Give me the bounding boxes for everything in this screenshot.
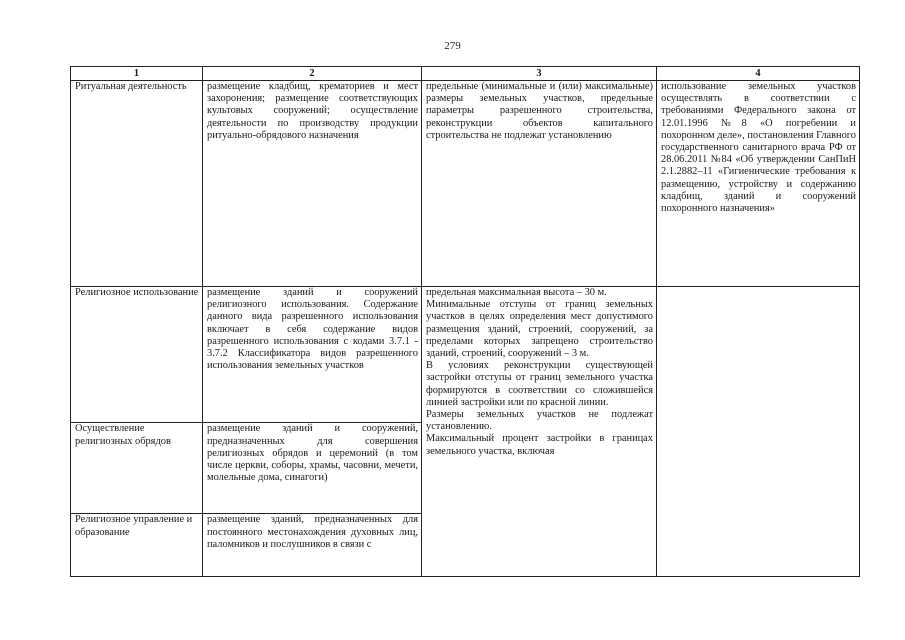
table-row: [71, 81, 860, 287]
parameters-paragraph: предельная максимальная высота – 30 м.: [426, 287, 607, 298]
page-number: 279: [444, 40, 461, 52]
use-description-cell: размещение кладбищ, крематориев и мест захоронения; размещение соответствующих культовых сооружений; осуществление деятельности по производству продукции ритуально-обрядового назначения: [203, 81, 422, 287]
empty-restrictions-cell: [657, 287, 860, 577]
header-col-2: 2: [203, 67, 422, 81]
use-type-cell: Религиозное использование: [71, 287, 203, 423]
table-row: [71, 287, 860, 423]
use-type-cell: Осуществление религиозных обрядов: [71, 423, 203, 514]
use-description-cell: [203, 514, 422, 577]
parameters-paragraph: В условиях реконструкции существующей застройки отступы от границ земельного участка формируются в соответствии со сложившейся линией застройки или по красной линии.: [426, 360, 653, 408]
parameters-paragraph: Минимальные отступы от границ земельных участков в целях определения мест допустимого размещения зданий, строений, сооружений, за пределами которых запрещено строительство зданий, строений, сооружений – 3 м.: [426, 299, 653, 360]
parameters-paragraph: Размеры земельных участков не подлежат установлению.: [426, 409, 653, 433]
use-description-text: размещение зданий, предназначенных для постоянного местонахождения духовных лиц, паломников и послушников в связи с: [207, 514, 418, 550]
header-col-4: 4: [657, 67, 860, 81]
zoning-table: [70, 66, 860, 577]
use-description-cell: размещение зданий и сооружений, предназначенных для совершения религиозных обрядов и церемоний (в том числе церкви, соборы, храмы, часовни, мечети, молельные дома, синагоги): [203, 423, 422, 514]
use-description-cell: размещение зданий и сооружений религиозного использования. Содержание данного вида разрешенного использования включает в себя содержание видов разрешенного использования с кодами 3.7.1 - 3.7.2 Классификатора видов разрешенного использования земельных участков: [203, 287, 422, 423]
table-header-row: [71, 67, 860, 81]
parameters-cell: предельные (минимальные и (или) максимальные) размеры земельных участков, предельные параметры разрешенного строительства, реконструкции объектов капитального строительства не подлежат установлению: [422, 81, 657, 287]
use-type-cell: Религиозное управление и образование: [71, 514, 203, 577]
header-col-3: 3: [422, 67, 657, 81]
shared-parameters-cell: [422, 287, 657, 577]
use-type-cell: Ритуальная деятельность: [71, 81, 203, 287]
parameters-paragraph: Максимальный процент застройки в границах земельного участка, включая: [426, 433, 653, 457]
restrictions-cell: использование земельных участков осуществлять в соответствии с требованиями Федерального закона от 12.01.1996 №8 «О погребении и похоронном деле», постановления Главного государственного санитарного врача РФ от 28.06.2011 №84 «Об утверждении СанПиН 2.1.2882–11 «Гигиенические требования к размещению, устройству и содержанию кладбищ, зданий и сооружений похоронного назначения»: [657, 81, 860, 287]
header-col-1: 1: [71, 67, 203, 81]
